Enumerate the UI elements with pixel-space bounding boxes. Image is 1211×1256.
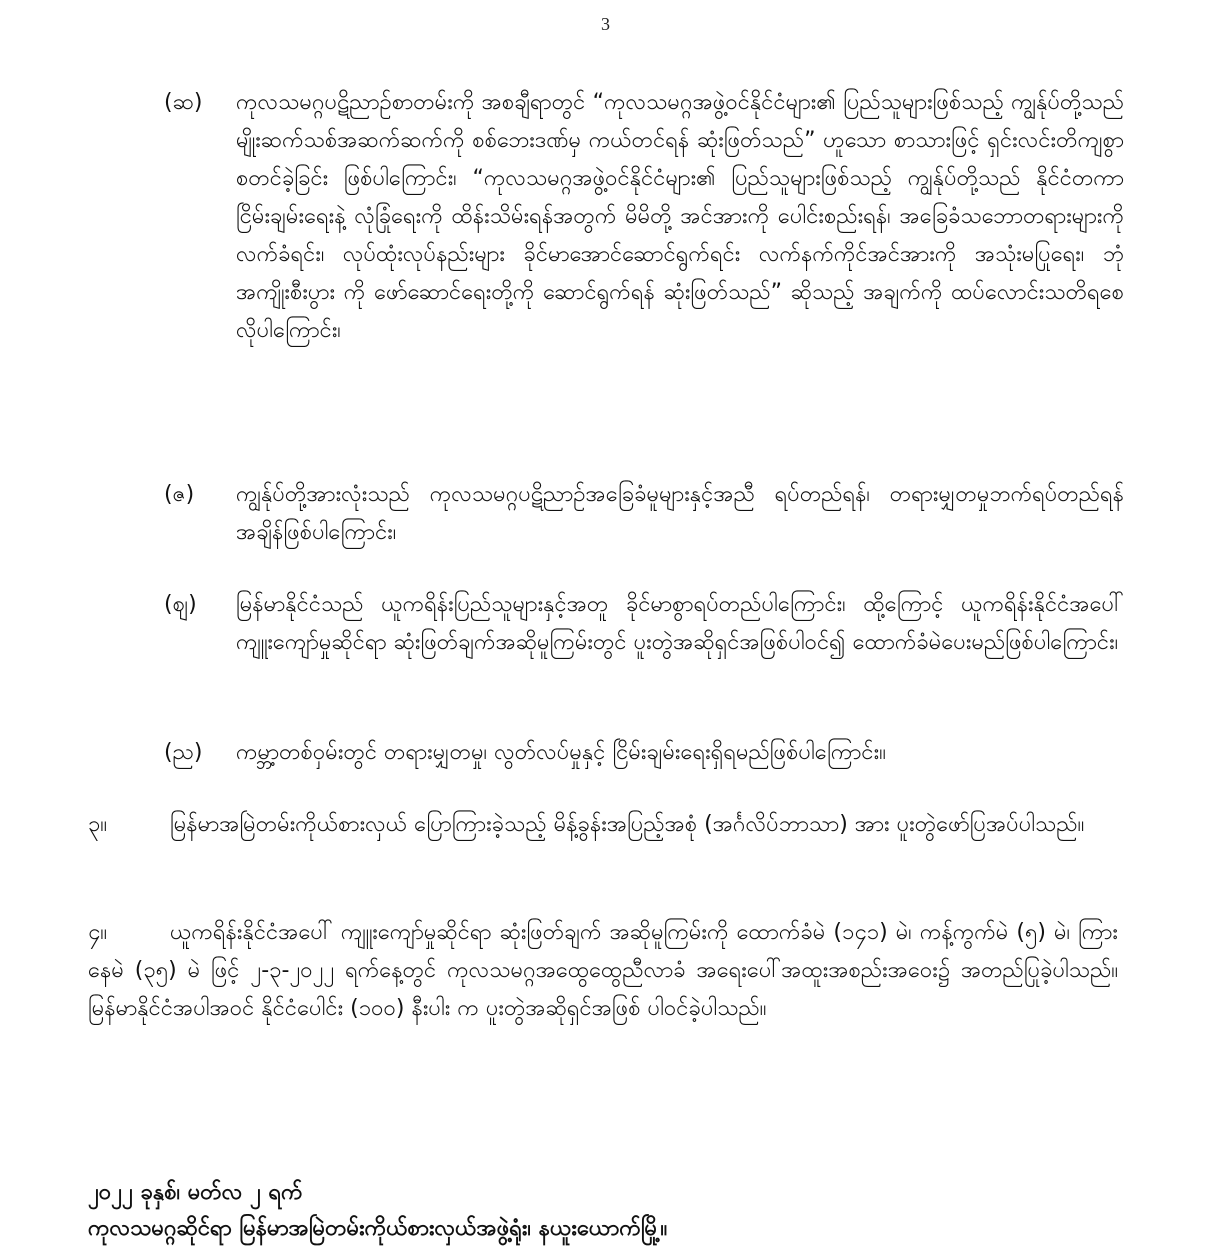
list-item-marker: (ဇ): [164, 482, 195, 507]
list-item-marker: (ဆ): [164, 90, 203, 115]
list-item-za: [164, 476, 1131, 552]
list-item-text: ကုလသမဂ္ဂပဋိညာဉ်စာတမ်းကို အစချီရာတွင် “ကုလသမဂ္ဂအဖွဲ့ဝင်နိုင်ငံများ၏ ပြည်သူများဖြစ်သည့် ကျွန်ုပ်တို့သည် မျိုးဆက်သစ်အဆက်ဆက်ကို စစ်ဘေးဒဏ်မှ ကယ်တင်ရန် ဆုံးဖြတ်သည်” ဟူသော စာသားဖြင့် ရှင်းလင်းတိကျစွာ စတင်ခဲ့ခြင်း ဖြစ်ပါကြောင်း၊ “ကုလသမဂ္ဂအဖွဲ့ဝင်နိုင်ငံများ၏ ပြည်သူများဖြစ်သည့် ကျွန်ုပ်တို့သည် နိုင်ငံတကာငြိမ်းချမ်းရေးနဲ့ လုံခြုံရေးကို ထိန်းသိမ်းရန်အတွက် မိမိတို့ အင်အားကို ပေါင်းစည်းရန်၊ အခြေခံသဘောတရားများကို လက်ခံရင်း၊ လုပ်ထုံးလုပ်နည်းများ ခိုင်မာအောင်ဆောင်ရွက်ရင်း လက်နက်ကိုင်အင်အားကို အသုံးမပြုရေး၊ ဘုံအကျိုးစီးပွား ကို ဖော်ဆောင်ရေးတို့ကို ဆောင်ရွက်ရန် ဆုံးဖြတ်သည်” ဆိုသည့် အချက်ကို ထပ်လောင်းသတိရစေလိုပါကြောင်း၊: [236, 90, 1131, 343]
list-item-marker: (ဈ): [164, 592, 197, 617]
paragraph-number: ၄။: [88, 920, 108, 945]
footer-date: ၂၀၂၂ ခုနှစ်၊ မတ်လ ၂ ရက်: [88, 1180, 303, 1205]
list-item-nya: [164, 734, 1124, 772]
list-item-zha: [164, 586, 1131, 662]
page-number: 3: [601, 14, 610, 34]
list-item-text: ကျွန်ုပ်တို့အားလုံးသည် ကုလသမဂ္ဂပဋိညာဉ်အခြေခံမူများနှင့်အညီ ရပ်တည်ရန်၊ တရားမျှတမှုဘက်ရပ်တည်ရန် အချိန်ဖြစ်ပါကြောင်း၊: [236, 482, 1131, 545]
list-item-text: ကမ္ဘာ့တစ်ဝှမ်းတွင် တရားမျှတမှု၊ လွတ်လပ်မှုနှင့် ငြိမ်းချမ်းရေးရှိရမည်ဖြစ်ပါကြောင်း။: [236, 740, 886, 765]
list-item-marker: (ည): [164, 740, 203, 765]
paragraph-text: မြန်မာအမြဲတမ်းကိုယ်စားလှယ် ပြောကြားခဲ့သည့် မိန့်ခွန်းအပြည့်အစုံ (အင်္ဂလိပ်ဘာသာ) အား ပူးတွဲဖော်ပြအပ်ပါသည်။: [170, 812, 1085, 837]
paragraph-text: ယူကရိန်းနိုင်ငံအပေါ် ကျူးကျော်မှုဆိုင်ရာ ဆုံးဖြတ်ချက် အဆိုမူကြမ်းကို ထောက်ခံမဲ (၁၄၁) မဲ၊ ကန့်ကွက်မဲ (၅) မဲ၊ ကြားနေမဲ (၃၅) မဲ ဖြင့် ၂-၃-၂၀၂၂ ရက်နေ့တွင် ကုလသမဂ္ဂအထွေထွေညီလာခံ အရေးပေါ်အထူးအစည်းအဝေး၌ အတည်ပြုခဲ့ပါသည်။ မြန်မာနိုင်ငံအပါအဝင် နိုင်ငံပေါင်း (၁၀၀) နီးပါး က ပူးတွဲအဆိုရှင်အဖြစ် ပါဝင်ခဲ့ပါသည်။: [88, 920, 1118, 1021]
list-item-sa: [164, 84, 1131, 350]
paragraph-4: [88, 914, 1118, 1028]
paragraph-3: [88, 806, 1118, 844]
footer-office: ကုလသမဂ္ဂဆိုင်ရာ မြန်မာအမြဲတမ်းကိုယ်စားလှယ်အဖွဲ့ရုံး၊ နယူးယောက်မြို့။: [88, 1216, 668, 1241]
list-item-text: မြန်မာနိုင်ငံသည် ယူကရိန်းပြည်သူများနှင့်အတူ ခိုင်မာစွာရပ်တည်ပါကြောင်း၊ ထို့ကြောင့် ယူကရိန်းနိုင်ငံအပေါ် ကျူးကျော်မှုဆိုင်ရာ ဆုံးဖြတ်ချက်အဆိုမူကြမ်းတွင် ပူးတွဲအဆိုရှင်အဖြစ်ပါဝင်၍ ထောက်ခံမဲပေးမည်ဖြစ်ပါကြောင်း၊: [236, 592, 1131, 655]
paragraph-number: ၃။: [88, 812, 108, 837]
